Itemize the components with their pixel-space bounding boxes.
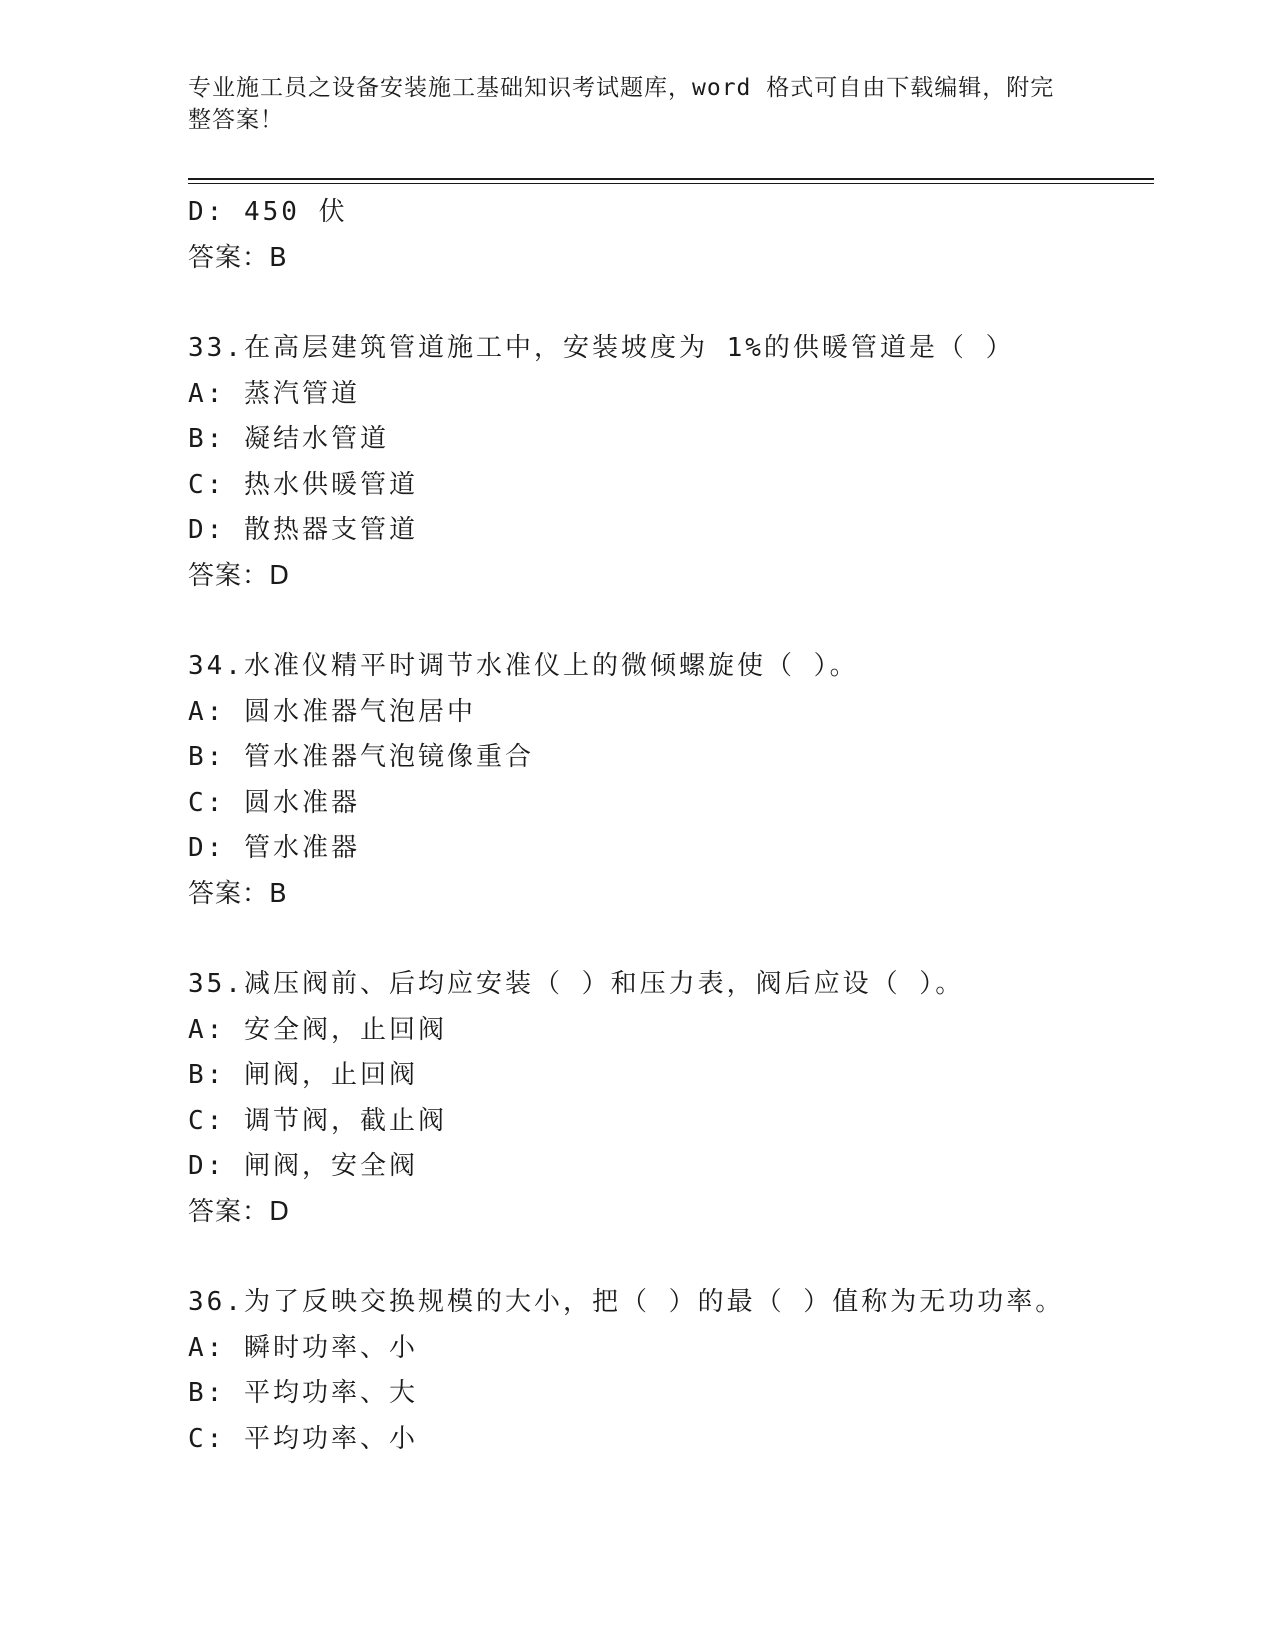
answer-line: 答案：D xyxy=(188,1196,291,1227)
spacer xyxy=(188,1235,1148,1280)
answer-line: 答案：B xyxy=(188,242,288,273)
question-stem: 35.减压阀前、后均应安装（ ）和压力表，阀后应设（ ）。 xyxy=(188,969,965,999)
option-a: A: 圆水准器气泡居中 xyxy=(188,696,476,727)
option-d: D: 散热器支管道 xyxy=(188,515,418,545)
option-b: B: 凝结水管道 xyxy=(188,424,389,454)
document-header xyxy=(188,72,1068,136)
option-d: D: 闸阀，安全阀 xyxy=(188,1151,418,1181)
question-34 xyxy=(188,644,1148,917)
header-divider-thin xyxy=(188,183,1154,184)
option-c: C: 调节阀，截止阀 xyxy=(188,1105,447,1136)
option-b: B: 闸阀，止回阀 xyxy=(188,1060,418,1090)
answer-line: 答案：B xyxy=(188,878,288,909)
option-a: A: 瞬时功率、小 xyxy=(188,1332,418,1363)
option-c: C: 热水供暖管道 xyxy=(188,469,418,500)
option-d: D: 管水准器 xyxy=(188,833,360,863)
option-b: B: 平均功率、大 xyxy=(188,1378,418,1408)
option-a: A: 安全阀，止回阀 xyxy=(188,1014,447,1045)
option-c: C: 圆水准器 xyxy=(188,787,360,818)
header-line-2: 整答案！ xyxy=(188,107,284,133)
question-35 xyxy=(188,962,1148,1235)
option-c: C: 平均功率、小 xyxy=(188,1423,418,1454)
document-body xyxy=(188,190,1148,1462)
option-d: D: 450 伏 xyxy=(188,197,348,227)
question-33 xyxy=(188,326,1148,599)
header-divider-thick xyxy=(188,178,1154,180)
question-32-tail xyxy=(188,190,1148,281)
question-stem: 34.水准仪精平时调节水准仪上的微倾螺旋使（ ）。 xyxy=(188,651,859,681)
header-line-1: 专业施工员之设备安装施工基础知识考试题库，word 格式可自由下载编辑，附完 xyxy=(188,75,1055,101)
question-stem: 33.在高层建筑管道施工中，安装坡度为 1%的供暖管道是（ ） xyxy=(188,333,1015,363)
question-stem: 36.为了反映交换规模的大小，把（ ）的最（ ）值称为无功功率。 xyxy=(188,1287,1065,1317)
spacer xyxy=(188,599,1148,644)
option-a: A: 蒸汽管道 xyxy=(188,378,360,409)
spacer xyxy=(188,917,1148,962)
answer-line: 答案：D xyxy=(188,560,291,591)
spacer xyxy=(188,281,1148,326)
option-b: B: 管水准器气泡镜像重合 xyxy=(188,742,534,772)
question-36 xyxy=(188,1280,1148,1462)
